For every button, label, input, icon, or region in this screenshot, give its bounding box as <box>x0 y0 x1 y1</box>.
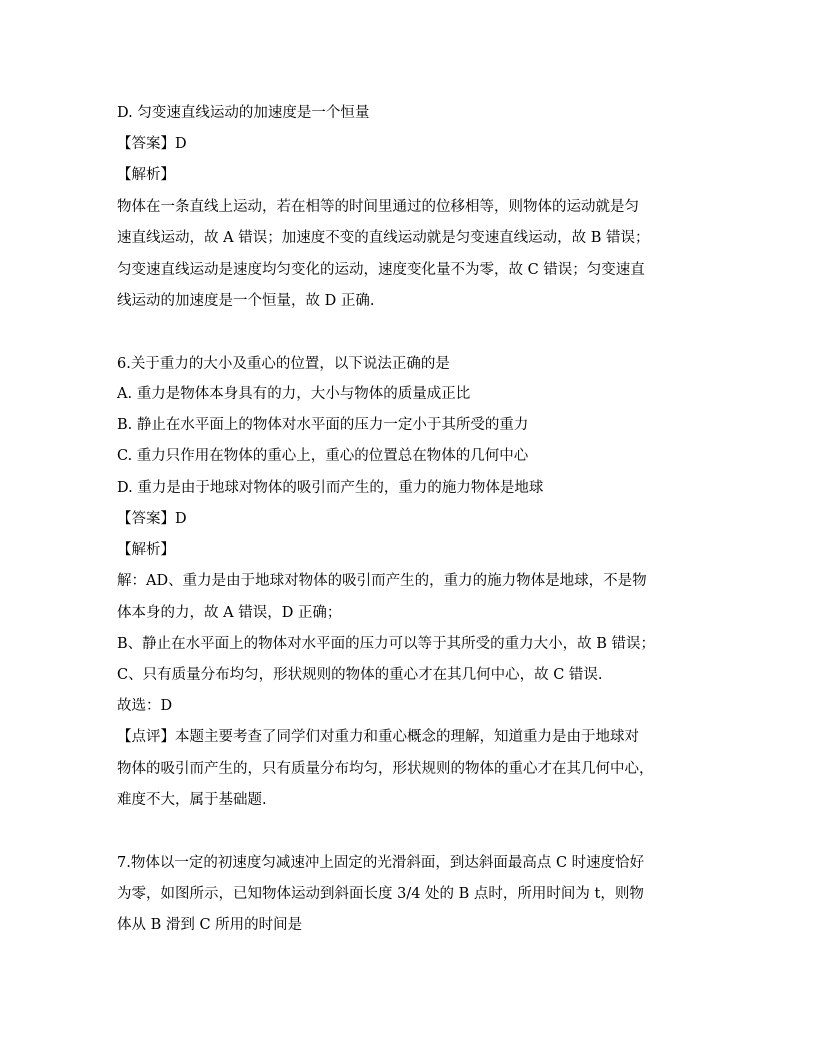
question-6-answer: 【答案】D <box>117 511 187 527</box>
question-6-option-b: B. 静止在水平面上的物体对水平面的压力一定小于其所受的重力 <box>117 417 529 433</box>
question-6-option-c: C. 重力只作用在物体的重心上，重心的位置总在物体的几何中心 <box>117 448 529 464</box>
question-5-analysis-heading: 【解析】 <box>117 167 175 183</box>
question-5-answer: 【答案】D <box>117 136 187 152</box>
question-5-analysis-line: 速直线运动，故 A 错误；加速度不变的直线运动就是匀变速直线运动，故 B 错误； <box>117 230 650 246</box>
question-6-analysis-line: 解：AD、重力是由于地球对物体的吸引而产生的，重力的施力物体是地球，不是物 <box>117 573 647 589</box>
question-6-comment-line: 难度不大，属于基础题. <box>117 792 267 808</box>
question-6-option-d: D. 重力是由于地球对物体的吸引而产生的，重力的施力物体是地球 <box>117 480 544 496</box>
question-6-option-a: A. 重力是物体本身具有的力，大小与物体的质量成正比 <box>117 386 471 402</box>
question-6-analysis-line: 体本身的力，故 A 错误，D 正确； <box>117 605 342 621</box>
question-5-analysis-line: 物体在一条直线上运动，若在相等的时间里通过的位移相等，则物体的运动就是匀 <box>117 199 639 215</box>
question-6-analysis-line: C、只有质量分布均匀，形状规则的物体的重心才在其几何中心，故 C 错误. <box>117 667 603 683</box>
question-6-stem: 6.关于重力的大小及重心的位置，以下说法正确的是 <box>117 356 450 372</box>
question-6-analysis-line: B、静止在水平面上的物体对水平面的压力可以等于其所受的重力大小，故 B 错误； <box>117 636 656 652</box>
question-6-comment-line: 【点评】本题主要考查了同学们对重力和重心概念的理解，知道重力是由于地球对 <box>117 729 639 745</box>
question-6-analysis-heading: 【解析】 <box>117 542 175 558</box>
question-5-analysis-line: 线运动的加速度是一个恒量，故 D 正确. <box>117 293 375 309</box>
question-6-selection: 故选：D <box>117 698 173 714</box>
question-5-option-d: D. 匀变速直线运动的加速度是一个恒量 <box>117 105 370 121</box>
question-5-analysis-line: 匀变速直线运动是速度均匀变化的运动，速度变化量不为零，故 C 错误；匀变速直 <box>117 262 645 278</box>
question-7-stem-line: 7.物体以一定的初速度匀减速冲上固定的光滑斜面，到达斜面最高点 C 时速度恰好 <box>117 855 645 871</box>
question-7-stem-line: 体从 B 滑到 C 所用的时间是 <box>117 917 303 933</box>
question-6-comment-line: 物体的吸引而产生的，只有质量分布均匀，形状规则的物体的重心才在其几何中心， <box>117 761 654 777</box>
question-7-stem-line: 为零，如图所示，已知物体运动到斜面长度 3/4 处的 B 点时，所用时间为 t，则物 <box>117 886 644 902</box>
